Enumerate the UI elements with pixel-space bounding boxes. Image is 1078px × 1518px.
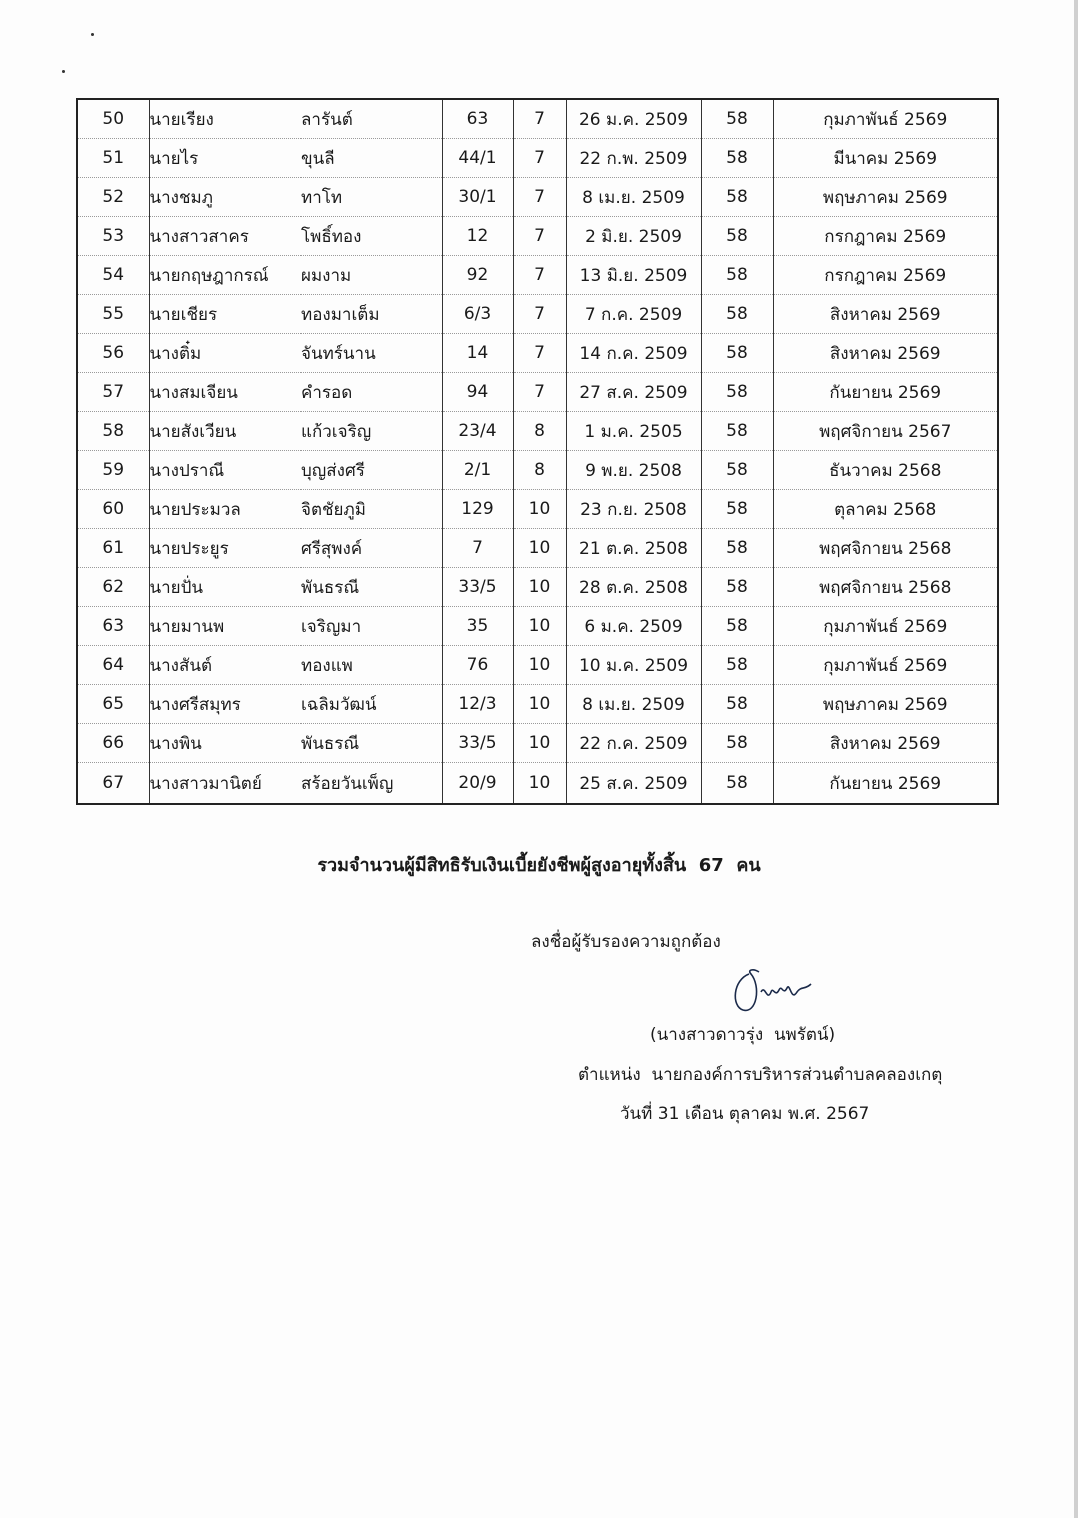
table-row bbox=[77, 256, 998, 295]
house-number: 35 bbox=[442, 607, 513, 646]
document-date: วันที่ 31 เดือน ตุลาคม พ.ศ. 2567 bbox=[620, 1104, 870, 1124]
first-name: นายประมวล bbox=[149, 490, 301, 529]
village-number: 10 bbox=[513, 685, 566, 724]
last-name: จิตชัยภูมิ bbox=[301, 490, 442, 529]
row-number: 55 bbox=[77, 295, 149, 334]
beneficiary-table bbox=[76, 98, 999, 805]
birth-date: 6 ม.ค. 2509 bbox=[566, 607, 701, 646]
birth-date: 27 ส.ค. 2509 bbox=[566, 373, 701, 412]
first-name: นายไร bbox=[149, 139, 301, 178]
start-month: กรกฎาคม 2569 bbox=[773, 217, 998, 256]
birth-date: 8 เม.ย. 2509 bbox=[566, 685, 701, 724]
first-name: นางสันต์ bbox=[149, 646, 301, 685]
age: 58 bbox=[701, 99, 773, 139]
birth-date: 1 ม.ค. 2505 bbox=[566, 412, 701, 451]
birth-date: 9 พ.ย. 2508 bbox=[566, 451, 701, 490]
start-month: มีนาคม 2569 bbox=[773, 139, 998, 178]
last-name: จันทร์นาน bbox=[301, 334, 442, 373]
start-month: กันยายน 2569 bbox=[773, 763, 998, 805]
last-name: โพธิ์ทอง bbox=[301, 217, 442, 256]
age: 58 bbox=[701, 373, 773, 412]
house-number: 76 bbox=[442, 646, 513, 685]
last-name: สร้อยวันเพ็ญ bbox=[301, 763, 442, 805]
row-number: 61 bbox=[77, 529, 149, 568]
village-number: 10 bbox=[513, 529, 566, 568]
age: 58 bbox=[701, 256, 773, 295]
first-name: นายเรียง bbox=[149, 99, 301, 139]
table-row bbox=[77, 373, 998, 412]
first-name: นายสังเวียน bbox=[149, 412, 301, 451]
table-row bbox=[77, 139, 998, 178]
age: 58 bbox=[701, 529, 773, 568]
village-number: 7 bbox=[513, 99, 566, 139]
last-name: พันธรณี bbox=[301, 568, 442, 607]
start-month: กุมภาพันธ์ 2569 bbox=[773, 646, 998, 685]
table-row bbox=[77, 412, 998, 451]
last-name: บุญส่งศรี bbox=[301, 451, 442, 490]
row-number: 53 bbox=[77, 217, 149, 256]
start-month: กุมภาพันธ์ 2569 bbox=[773, 99, 998, 139]
row-number: 63 bbox=[77, 607, 149, 646]
row-number: 66 bbox=[77, 724, 149, 763]
age: 58 bbox=[701, 763, 773, 805]
age: 58 bbox=[701, 607, 773, 646]
house-number: 14 bbox=[442, 334, 513, 373]
scan-speck bbox=[91, 33, 94, 36]
age: 58 bbox=[701, 217, 773, 256]
last-name: ทองแพ bbox=[301, 646, 442, 685]
summary-total: รวมจำนวนผู้มีสิทธิรับเงินเบี้ยยังชีพผู้สูงอายุทั้งสิ้น 67 คน bbox=[317, 855, 761, 876]
village-number: 7 bbox=[513, 373, 566, 412]
row-number: 67 bbox=[77, 763, 149, 805]
row-number: 56 bbox=[77, 334, 149, 373]
age: 58 bbox=[701, 412, 773, 451]
birth-date: 7 ก.ค. 2509 bbox=[566, 295, 701, 334]
row-number: 62 bbox=[77, 568, 149, 607]
start-month: กุมภาพันธ์ 2569 bbox=[773, 607, 998, 646]
house-number: 12/3 bbox=[442, 685, 513, 724]
village-number: 10 bbox=[513, 763, 566, 805]
birth-date: 28 ต.ค. 2508 bbox=[566, 568, 701, 607]
start-month: พฤษภาคม 2569 bbox=[773, 178, 998, 217]
last-name: คำรอด bbox=[301, 373, 442, 412]
age: 58 bbox=[701, 451, 773, 490]
age: 58 bbox=[701, 139, 773, 178]
row-number: 50 bbox=[77, 99, 149, 139]
birth-date: 25 ส.ค. 2509 bbox=[566, 763, 701, 805]
signer-position: ตำแหน่ง นายกองค์การบริหารส่วนตำบลคลองเกตุ bbox=[578, 1065, 943, 1085]
birth-date: 22 ก.พ. 2509 bbox=[566, 139, 701, 178]
start-month: กรกฎาคม 2569 bbox=[773, 256, 998, 295]
last-name: เจริญมา bbox=[301, 607, 442, 646]
village-number: 10 bbox=[513, 724, 566, 763]
row-number: 65 bbox=[77, 685, 149, 724]
last-name: ผมงาม bbox=[301, 256, 442, 295]
last-name: ทองมาเต็ม bbox=[301, 295, 442, 334]
table-row bbox=[77, 763, 998, 805]
first-name: นางสาวสาคร bbox=[149, 217, 301, 256]
first-name: นางติ๋ม bbox=[149, 334, 301, 373]
last-name: ขุนลี bbox=[301, 139, 442, 178]
table-row bbox=[77, 607, 998, 646]
age: 58 bbox=[701, 178, 773, 217]
last-name: เฉลิมวัฒน์ bbox=[301, 685, 442, 724]
birth-date: 26 ม.ค. 2509 bbox=[566, 99, 701, 139]
table-row bbox=[77, 178, 998, 217]
village-number: 8 bbox=[513, 451, 566, 490]
house-number: 7 bbox=[442, 529, 513, 568]
age: 58 bbox=[701, 685, 773, 724]
table-row bbox=[77, 646, 998, 685]
table-row bbox=[77, 529, 998, 568]
certify-label: ลงชื่อผู้รับรองความถูกต้อง bbox=[531, 932, 721, 952]
birth-date: 23 ก.ย. 2508 bbox=[566, 490, 701, 529]
first-name: นางสาวมานิตย์ bbox=[149, 763, 301, 805]
village-number: 7 bbox=[513, 139, 566, 178]
house-number: 20/9 bbox=[442, 763, 513, 805]
house-number: 33/5 bbox=[442, 724, 513, 763]
start-month: สิงหาคม 2569 bbox=[773, 724, 998, 763]
village-number: 7 bbox=[513, 178, 566, 217]
signer-name: (นางสาวดาวรุ่ง นพรัตน์) bbox=[650, 1025, 836, 1045]
house-number: 30/1 bbox=[442, 178, 513, 217]
table-row bbox=[77, 451, 998, 490]
first-name: นางพิน bbox=[149, 724, 301, 763]
birth-date: 22 ก.ค. 2509 bbox=[566, 724, 701, 763]
age: 58 bbox=[701, 295, 773, 334]
last-name: ศรีสุพงค์ bbox=[301, 529, 442, 568]
village-number: 10 bbox=[513, 607, 566, 646]
house-number: 23/4 bbox=[442, 412, 513, 451]
village-number: 10 bbox=[513, 490, 566, 529]
table-row bbox=[77, 295, 998, 334]
row-number: 54 bbox=[77, 256, 149, 295]
house-number: 63 bbox=[442, 99, 513, 139]
row-number: 64 bbox=[77, 646, 149, 685]
table-row bbox=[77, 685, 998, 724]
village-number: 8 bbox=[513, 412, 566, 451]
house-number: 6/3 bbox=[442, 295, 513, 334]
first-name: นางสมเจียน bbox=[149, 373, 301, 412]
start-month: พฤษภาคม 2569 bbox=[773, 685, 998, 724]
last-name: ทาโท bbox=[301, 178, 442, 217]
age: 58 bbox=[701, 646, 773, 685]
village-number: 7 bbox=[513, 334, 566, 373]
first-name: นางชมภู bbox=[149, 178, 301, 217]
start-month: พฤศจิกายน 2567 bbox=[773, 412, 998, 451]
start-month: พฤศจิกายน 2568 bbox=[773, 568, 998, 607]
birth-date: 8 เม.ย. 2509 bbox=[566, 178, 701, 217]
age: 58 bbox=[701, 490, 773, 529]
first-name: นางศรีสมุทร bbox=[149, 685, 301, 724]
table-row bbox=[77, 724, 998, 763]
row-number: 60 bbox=[77, 490, 149, 529]
birth-date: 14 ก.ค. 2509 bbox=[566, 334, 701, 373]
house-number: 94 bbox=[442, 373, 513, 412]
village-number: 7 bbox=[513, 256, 566, 295]
row-number: 59 bbox=[77, 451, 149, 490]
birth-date: 21 ต.ค. 2508 bbox=[566, 529, 701, 568]
last-name: แก้วเจริญ bbox=[301, 412, 442, 451]
start-month: สิงหาคม 2569 bbox=[773, 295, 998, 334]
last-name: ลารันต์ bbox=[301, 99, 442, 139]
village-number: 7 bbox=[513, 217, 566, 256]
first-name: นายประยูร bbox=[149, 529, 301, 568]
birth-date: 10 ม.ค. 2509 bbox=[566, 646, 701, 685]
start-month: กันยายน 2569 bbox=[773, 373, 998, 412]
table-row bbox=[77, 568, 998, 607]
row-number: 52 bbox=[77, 178, 149, 217]
table-row bbox=[77, 490, 998, 529]
house-number: 33/5 bbox=[442, 568, 513, 607]
signature-image bbox=[727, 962, 827, 1022]
first-name: นางปราณี bbox=[149, 451, 301, 490]
start-month: ตุลาคม 2568 bbox=[773, 490, 998, 529]
house-number: 92 bbox=[442, 256, 513, 295]
table-row bbox=[77, 217, 998, 256]
village-number: 7 bbox=[513, 295, 566, 334]
start-month: พฤศจิกายน 2568 bbox=[773, 529, 998, 568]
row-number: 57 bbox=[77, 373, 149, 412]
house-number: 12 bbox=[442, 217, 513, 256]
start-month: สิงหาคม 2569 bbox=[773, 334, 998, 373]
age: 58 bbox=[701, 568, 773, 607]
birth-date: 2 มิ.ย. 2509 bbox=[566, 217, 701, 256]
first-name: นายเชียร bbox=[149, 295, 301, 334]
village-number: 10 bbox=[513, 568, 566, 607]
first-name: นายปั่น bbox=[149, 568, 301, 607]
house-number: 2/1 bbox=[442, 451, 513, 490]
row-number: 58 bbox=[77, 412, 149, 451]
house-number: 129 bbox=[442, 490, 513, 529]
last-name: พันธรณี bbox=[301, 724, 442, 763]
table-row bbox=[77, 99, 998, 139]
village-number: 10 bbox=[513, 646, 566, 685]
first-name: นายมานพ bbox=[149, 607, 301, 646]
table-row bbox=[77, 334, 998, 373]
row-number: 51 bbox=[77, 139, 149, 178]
age: 58 bbox=[701, 724, 773, 763]
start-month: ธันวาคม 2568 bbox=[773, 451, 998, 490]
age: 58 bbox=[701, 334, 773, 373]
first-name: นายกฤษฎากรณ์ bbox=[149, 256, 301, 295]
scan-speck bbox=[62, 70, 65, 73]
birth-date: 13 มิ.ย. 2509 bbox=[566, 256, 701, 295]
house-number: 44/1 bbox=[442, 139, 513, 178]
